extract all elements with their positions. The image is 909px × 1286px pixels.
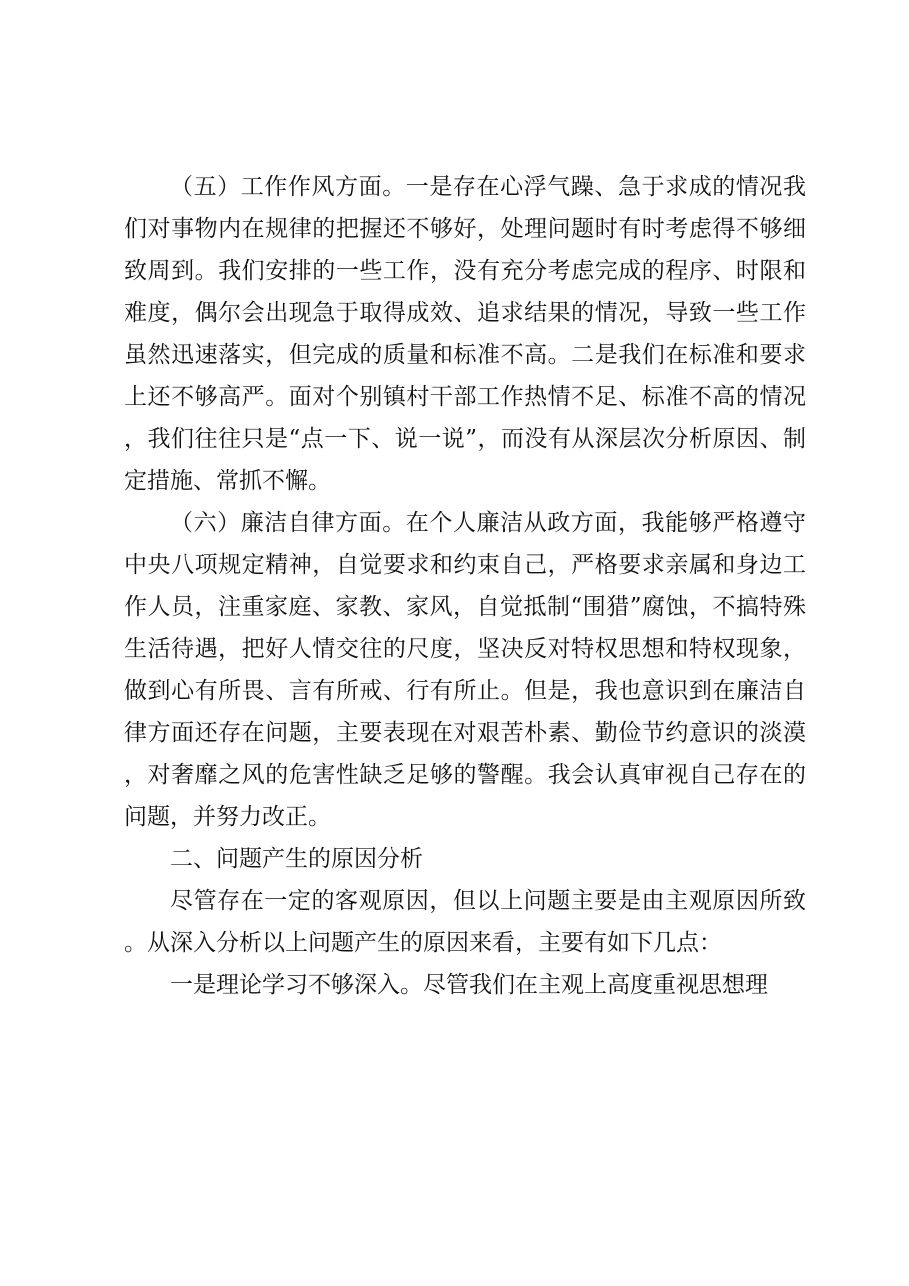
document-body — [124, 166, 806, 1006]
paragraph-integrity: （六）廉洁自律方面。在个人廉洁从政方面，我能够严格遵守中央八项规定精神，自觉要求和约束自己，严格要求亲属和身边工作人员，注重家庭、家教、家风，自觉抵制“围猎”腐蚀，不搞特殊生活待遇，把好人情交往的尺度，坚决反对特权思想和特权现象，做到心有所畏、言有所戒、行有所止。但是，我也意识到在廉洁自律方面还存在问题，主要表现在对艰苦朴素、勤俭节约意识的淡漠，对奢靡之风的危害性缺乏足够的警醒。我会认真审视自己存在的问题，并努力改正。 — [124, 510, 806, 830]
paragraph-work-style: （五）工作作风方面。一是存在心浮气躁、急于求成的情况我们对事物内在规律的把握还不够好，处理问题时有时考虑得不够细致周到。我们安排的一些工作，没有充分考虑完成的程序、时限和难度，偶尔会出现急于取得成效、追求结果的情况，导致一些工作虽然迅速落实，但完成的质量和标准不高。二是我们在标准和要求上还不够高严。面对个别镇村干部工作热情不足、标准不高的情况，我们往往只是“点一下、说一说”，而没有从深层次分析原因、制定措施、常抓不懈。 — [124, 174, 806, 494]
paragraph-cause-intro: 尽管存在一定的客观原因，但以上问题主要是由主观原因所致。从深入分析以上问题产生的原因来看，主要有如下几点： — [124, 888, 806, 956]
section-heading-cause-analysis: 二、问题产生的原因分析 — [170, 846, 423, 872]
paragraph-cause-one: 一是理论学习不够深入。尽管我们在主观上高度重视思想理 — [170, 972, 768, 998]
